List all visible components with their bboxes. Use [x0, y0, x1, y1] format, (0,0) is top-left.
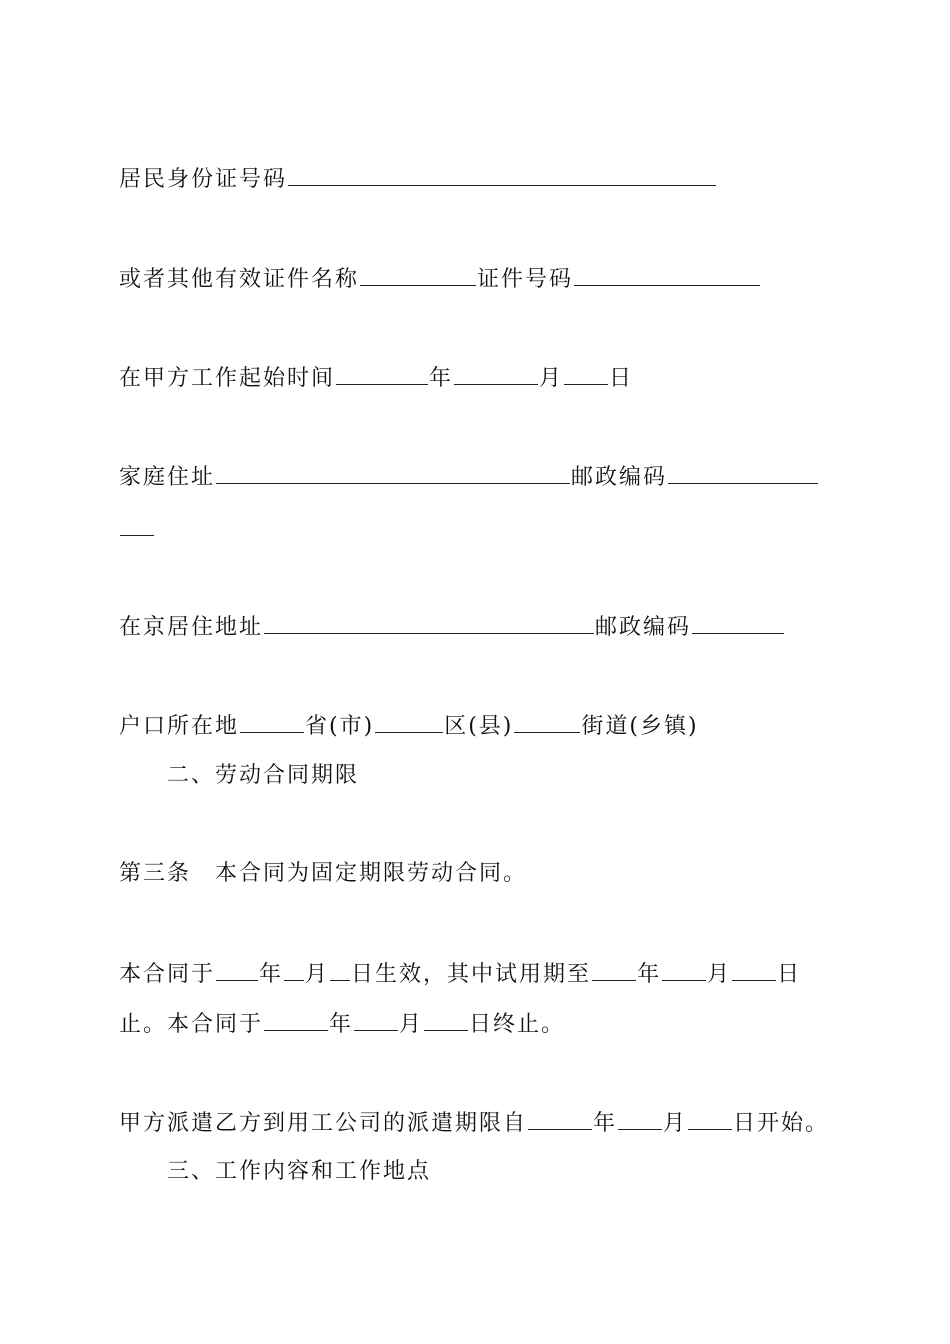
id-number-label: 居民身份证号码: [119, 167, 288, 192]
home-postcode-blank[interactable]: [668, 461, 818, 484]
start-month-blank[interactable]: [454, 362, 538, 385]
other-cert-name-blank[interactable]: [360, 263, 476, 286]
effective-year-blank[interactable]: [216, 958, 258, 981]
year-label: 年: [429, 366, 454, 391]
beijing-address-blank[interactable]: [264, 611, 594, 634]
day-label: 日: [777, 962, 802, 987]
month-label: 月: [663, 1111, 688, 1136]
article-3: 第三条 本合同为固定期限劳动合同。: [119, 861, 528, 886]
home-postcode-continued: [119, 513, 155, 543]
cert-number-label: 证件号码: [477, 267, 574, 292]
end-label: 日终止。: [469, 1012, 566, 1037]
section-3-heading: 三、工作内容和工作地点: [167, 1159, 432, 1184]
province-label: 省(市): [305, 714, 375, 739]
effective-day-blank[interactable]: [330, 958, 350, 981]
cert-number-blank[interactable]: [574, 263, 760, 286]
hukou-label: 户口所在地: [119, 714, 240, 739]
contract-from-label: 本合同于: [119, 962, 216, 987]
probation-year-blank[interactable]: [592, 958, 636, 981]
dispatch-line: [119, 1107, 829, 1137]
district-blank[interactable]: [375, 710, 443, 733]
district-label: 区(县): [444, 714, 514, 739]
dispatch-year-blank[interactable]: [528, 1107, 592, 1130]
home-address-blank[interactable]: [216, 461, 570, 484]
beijing-postcode-label: 邮政编码: [595, 615, 692, 640]
beijing-address-label: 在京居住地址: [119, 615, 264, 640]
home-postcode-blank-cont[interactable]: [120, 513, 154, 536]
beijing-address-line: [119, 611, 785, 641]
effective-label: 日生效，其中试用期至: [351, 962, 592, 987]
id-number-line: [119, 163, 717, 193]
province-blank[interactable]: [240, 710, 304, 733]
probation-day-blank[interactable]: [732, 958, 776, 981]
probation-month-blank[interactable]: [662, 958, 706, 981]
home-postcode-label: 邮政编码: [571, 465, 668, 490]
year-label: 年: [329, 1012, 354, 1037]
start-work-label: 在甲方工作起始时间: [119, 366, 336, 391]
other-cert-name-label: 或者其他有效证件名称: [119, 267, 360, 292]
day-label: 日: [609, 366, 634, 391]
section-2-heading: 二、劳动合同期限: [167, 763, 360, 788]
id-number-blank[interactable]: [288, 163, 716, 186]
start-work-line: [119, 362, 633, 392]
year-label: 年: [259, 962, 284, 987]
home-address-line: [119, 461, 819, 491]
street-label: 街道(乡镇): [581, 714, 699, 739]
contract-end-line: [119, 1008, 565, 1038]
beijing-postcode-blank[interactable]: [692, 611, 784, 634]
month-label: 月: [539, 366, 564, 391]
end-day-blank[interactable]: [424, 1008, 468, 1031]
street-blank[interactable]: [514, 710, 580, 733]
end-month-blank[interactable]: [354, 1008, 398, 1031]
month-label: 月: [707, 962, 732, 987]
month-label: 月: [305, 962, 330, 987]
year-label: 年: [593, 1111, 618, 1136]
stop-prefix-label: 止。本合同于: [119, 1012, 264, 1037]
contract-period-line: [119, 958, 801, 988]
start-year-blank[interactable]: [336, 362, 428, 385]
other-cert-line: [119, 263, 761, 293]
dispatch-label: 甲方派遣乙方到用工公司的派遣期限自: [119, 1111, 528, 1136]
start-day-blank[interactable]: [564, 362, 608, 385]
year-label: 年: [637, 962, 662, 987]
month-label: 月: [399, 1012, 424, 1037]
end-year-blank[interactable]: [264, 1008, 328, 1031]
hukou-line: [119, 710, 699, 740]
effective-month-blank[interactable]: [284, 958, 304, 981]
home-address-label: 家庭住址: [119, 465, 216, 490]
dispatch-day-blank[interactable]: [688, 1107, 732, 1130]
dispatch-start-label: 日开始。: [733, 1111, 830, 1136]
dispatch-month-blank[interactable]: [618, 1107, 662, 1130]
